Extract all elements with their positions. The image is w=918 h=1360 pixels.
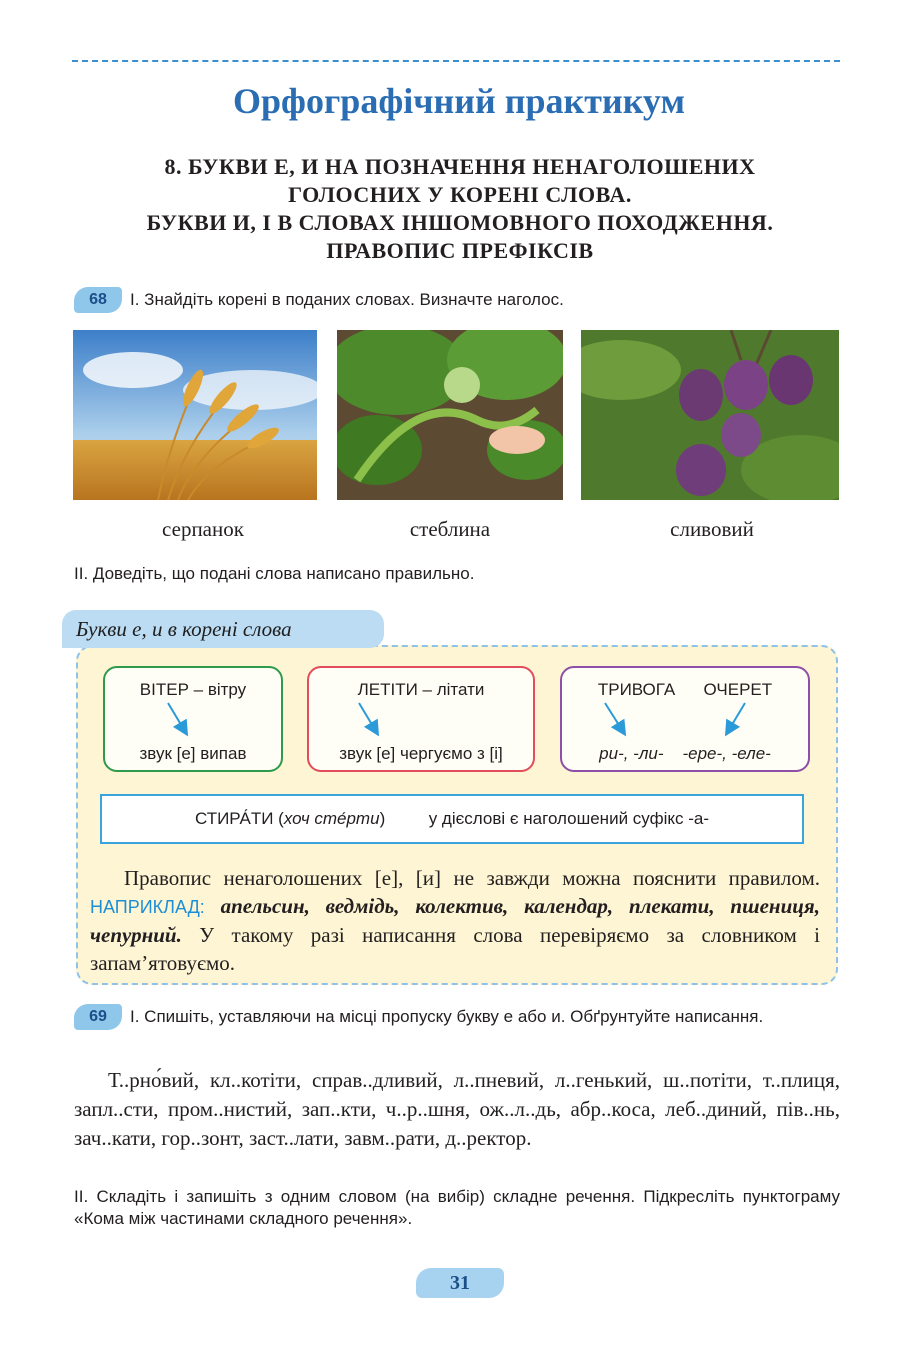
- word-ocheret: ОЧЕРЕТ: [703, 680, 773, 699]
- viter-top: ВІТЕР – вітру: [139, 680, 247, 699]
- stirati-rule: СТИРА́ТИ (хоч сте́рти) у дієслові є наголошений суфікс -а-: [100, 794, 804, 844]
- exercise-69-task-1: І. Спишіть, уставляючи на місці пропуску букву е або и. Обґрунтуйте написання.: [130, 1007, 764, 1026]
- letity-bottom: звук [е] чергуємо з [і]: [339, 744, 503, 763]
- exercise-number-badge-69: 69: [74, 1004, 122, 1030]
- heading-line-3: БУКВИ И, І В СЛОВАХ ІНШОМОВНОГО ПОХОДЖЕННЯ.: [146, 210, 774, 235]
- caption-slyvovyi: сливовий: [670, 517, 754, 541]
- rule-tab-title: Букви е, и в корені слова: [62, 610, 384, 648]
- heading-line-1: 8. БУКВИ Е, И НА ПОЗНАЧЕННЯ НЕНАГОЛОШЕНИХ: [164, 154, 756, 179]
- heading-line-2: ГОЛОСНИХ У КОРЕНІ СЛОВА.: [288, 182, 632, 207]
- viter-bottom: звук [е] випав: [139, 744, 247, 763]
- stirati-hint: хоч сте́рти: [283, 809, 380, 828]
- exercise-69-task-2: ІІ. Складіть і запишіть з одним словом (на вибір) складне речення. Підкресліть пунктограму «Кома між частинами складного речення».: [74, 1187, 840, 1228]
- caption-steblyna: стеблина: [409, 517, 491, 541]
- rule-paragraph: [90, 864, 820, 977]
- stirati-word: СТИРА́ТИ: [194, 809, 274, 828]
- exercise-68-task-2: ІІ. Доведіть, що подані слова написано правильно.: [74, 564, 475, 583]
- exercise-69-words: Т..рно́вий, кл..котіти, справ..дливий, л..пневий, л..генький, ш..потіти, т..плиця, запл..сти, пром..нистий, зап..кти, ч..р..шня, ож..л..дь, абр..коса, леб..диний, пів..нь, зач..кати, гор..зонт, заст..лати, завм..рати, д..ректор.: [74, 1068, 840, 1150]
- example-label: НАПРИКЛАД:: [90, 897, 205, 917]
- pattern-ry-ly: ри-, -ли-: [599, 744, 664, 763]
- exercise-number-badge: 68: [74, 287, 122, 313]
- page-title: Орфографічний практикум: [233, 81, 685, 121]
- example-words: апельсин, ведмідь, колектив, календар, плекати, пшениця, чепурний.: [90, 894, 821, 947]
- rule-para-start: Правопис ненаголошених [е], [и] не завжди можна пояснити правилом.: [124, 866, 820, 890]
- letity-top: ЛЕТІТИ – літати: [357, 680, 485, 699]
- caption-serpanok: серпанок: [162, 517, 244, 541]
- exercise-68-task-1: І. Знайдіть корені в поданих словах. Визначте наголос.: [130, 290, 564, 309]
- heading-line-4: ПРАВОПИС ПРЕФІКСІВ: [326, 238, 594, 263]
- word-tryvoha: ТРИВОГА: [597, 680, 676, 699]
- page-number: 31: [416, 1268, 504, 1298]
- rule-para-end: У такому разі написання слова перевіряємо за словником і запам’ятовуємо.: [90, 923, 820, 975]
- pattern-ere-ele: -ере-, -еле-: [682, 744, 771, 763]
- stirati-text: у дієслові є наголошений суфікс -а-: [428, 809, 709, 828]
